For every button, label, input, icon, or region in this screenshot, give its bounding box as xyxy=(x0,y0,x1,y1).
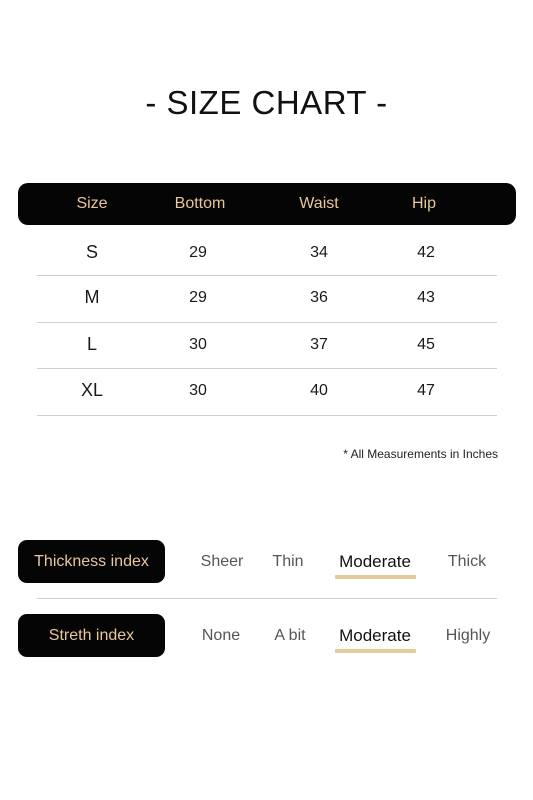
table-row xyxy=(37,276,497,322)
stretch-option-highly: Highly xyxy=(445,627,491,644)
table-header xyxy=(18,183,516,225)
thickness-option-thin: Thin xyxy=(272,553,304,570)
cell-waist: 34 xyxy=(310,244,328,261)
stretch-index-label: Streth index xyxy=(18,614,165,657)
header-waist: Waist xyxy=(299,195,339,212)
cell-hip: 42 xyxy=(417,244,435,261)
cell-bottom: 29 xyxy=(189,289,207,306)
thickness-index-label: Thickness index xyxy=(18,540,165,583)
measurement-note: * All Measurements in Inches xyxy=(343,447,498,461)
cell-bottom: 29 xyxy=(189,244,207,261)
cell-size: M xyxy=(84,287,100,307)
index-divider xyxy=(37,598,497,599)
thickness-option-moderate: Moderate xyxy=(339,552,411,571)
table-row xyxy=(37,369,497,415)
cell-waist: 37 xyxy=(310,336,328,353)
cell-hip: 43 xyxy=(417,289,435,306)
table-row xyxy=(37,231,497,277)
thickness-selected-underline xyxy=(335,575,416,579)
cell-size: XL xyxy=(80,380,104,400)
cell-bottom: 30 xyxy=(189,336,207,353)
cell-hip: 45 xyxy=(417,336,435,353)
header-bottom: Bottom xyxy=(174,195,226,212)
row-divider xyxy=(37,415,497,416)
thickness-option-thick: Thick xyxy=(447,553,487,570)
header-hip: Hip xyxy=(411,195,437,212)
stretch-option-a-bit: A bit xyxy=(274,627,306,644)
table-row xyxy=(37,323,497,369)
cell-waist: 36 xyxy=(310,289,328,306)
page-title: - SIZE CHART - xyxy=(145,84,388,121)
stretch-option-none: None xyxy=(201,627,241,644)
header-size: Size xyxy=(76,195,108,212)
cell-size: L xyxy=(86,334,98,354)
cell-bottom: 30 xyxy=(189,382,207,399)
stretch-selected-underline xyxy=(335,649,416,653)
cell-size: S xyxy=(85,242,99,262)
cell-hip: 47 xyxy=(417,382,435,399)
stretch-option-moderate: Moderate xyxy=(339,626,411,645)
cell-waist: 40 xyxy=(310,382,328,399)
thickness-option-sheer: Sheer xyxy=(200,553,244,570)
